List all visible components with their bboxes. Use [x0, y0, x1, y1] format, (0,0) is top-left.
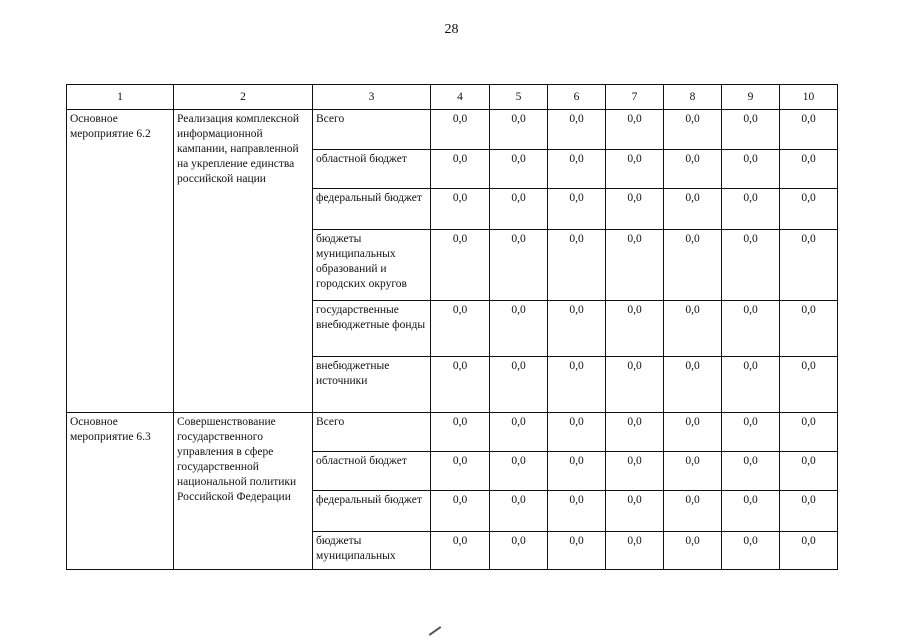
event-name-cell: Реализация комплексной информационной кампании, направленной на укрепление единства российской нации	[174, 110, 313, 413]
value-cell: 0,0	[780, 230, 838, 301]
value-cell: 0,0	[722, 189, 780, 230]
col-header-4: 4	[431, 85, 490, 110]
value-cell: 0,0	[664, 189, 722, 230]
value-cell: 0,0	[431, 452, 490, 491]
value-cell: 0,0	[780, 357, 838, 413]
col-header-10: 10	[780, 85, 838, 110]
value-cell: 0,0	[548, 413, 606, 452]
value-cell: 0,0	[606, 452, 664, 491]
budget-table	[66, 84, 897, 570]
value-cell: 0,0	[664, 150, 722, 189]
value-cell: 0,0	[664, 413, 722, 452]
value-cell: 0,0	[780, 413, 838, 452]
value-cell: 0,0	[606, 189, 664, 230]
value-cell: 0,0	[664, 301, 722, 357]
value-cell: 0,0	[490, 491, 548, 532]
value-cell: 0,0	[780, 491, 838, 532]
funding-source-cell: бюджеты муниципальных	[313, 532, 431, 570]
value-cell: 0,0	[490, 301, 548, 357]
value-cell: 0,0	[722, 491, 780, 532]
value-cell: 0,0	[490, 532, 548, 570]
value-cell: 0,0	[490, 452, 548, 491]
funding-source-cell: федеральный бюджет	[313, 491, 431, 532]
page-number: 28	[444, 22, 459, 37]
value-cell: 0,0	[664, 230, 722, 301]
value-cell: 0,0	[606, 357, 664, 413]
value-cell: 0,0	[606, 491, 664, 532]
event-cell: Основное мероприятие 6.3	[67, 413, 174, 570]
value-cell: 0,0	[548, 301, 606, 357]
value-cell: 0,0	[606, 110, 664, 150]
value-cell: 0,0	[490, 230, 548, 301]
value-cell: 0,0	[780, 452, 838, 491]
value-cell: 0,0	[780, 150, 838, 189]
value-cell: 0,0	[664, 110, 722, 150]
value-cell: 0,0	[722, 301, 780, 357]
value-cell: 0,0	[606, 150, 664, 189]
value-cell: 0,0	[722, 413, 780, 452]
col-header-2: 2	[174, 85, 313, 110]
funding-source-cell: Всего	[313, 413, 431, 452]
value-cell: 0,0	[780, 532, 838, 570]
value-cell: 0,0	[548, 357, 606, 413]
value-cell: 0,0	[431, 110, 490, 150]
value-cell: 0,0	[606, 532, 664, 570]
funding-source-cell: областной бюджет	[313, 452, 431, 491]
funding-source-cell: федеральный бюджет	[313, 189, 431, 230]
value-cell: 0,0	[431, 189, 490, 230]
value-cell: 0,0	[431, 301, 490, 357]
header-row	[67, 85, 897, 110]
funding-source-cell: Всего	[313, 110, 431, 150]
event-name-cell: Совершенствование государственного управления в сфере государственной национальной политики Российской Федерации	[174, 413, 313, 570]
value-cell: 0,0	[490, 150, 548, 189]
value-cell: 0,0	[431, 491, 490, 532]
value-cell: 0,0	[548, 452, 606, 491]
scan-mark	[429, 626, 442, 636]
table-row	[67, 413, 897, 452]
value-cell: 0,0	[664, 452, 722, 491]
col-header-7: 7	[606, 85, 664, 110]
value-cell: 0,0	[431, 150, 490, 189]
value-cell: 0,0	[664, 532, 722, 570]
value-cell: 0,0	[780, 301, 838, 357]
value-cell: 0,0	[722, 532, 780, 570]
value-cell: 0,0	[664, 357, 722, 413]
value-cell: 0,0	[431, 413, 490, 452]
value-cell: 0,0	[431, 357, 490, 413]
value-cell: 0,0	[722, 357, 780, 413]
value-cell: 0,0	[490, 357, 548, 413]
col-header-5: 5	[490, 85, 548, 110]
col-header-8: 8	[664, 85, 722, 110]
funding-source-cell: областной бюджет	[313, 150, 431, 189]
value-cell: 0,0	[548, 491, 606, 532]
event-cell: Основное мероприятие 6.2	[67, 110, 174, 413]
value-cell: 0,0	[548, 189, 606, 230]
value-cell: 0,0	[606, 230, 664, 301]
value-cell: 0,0	[548, 532, 606, 570]
funding-source-cell: внебюджетные источники	[313, 357, 431, 413]
value-cell: 0,0	[490, 413, 548, 452]
value-cell: 0,0	[431, 532, 490, 570]
value-cell: 0,0	[722, 230, 780, 301]
col-header-1: 1	[67, 85, 174, 110]
value-cell: 0,0	[722, 452, 780, 491]
funding-source-cell: бюджеты муниципальных образований и городских округов	[313, 230, 431, 301]
value-cell: 0,0	[548, 150, 606, 189]
value-cell: 0,0	[548, 110, 606, 150]
value-cell: 0,0	[606, 301, 664, 357]
value-cell: 0,0	[722, 150, 780, 189]
value-cell: 0,0	[548, 230, 606, 301]
value-cell: 0,0	[606, 413, 664, 452]
value-cell: 0,0	[780, 110, 838, 150]
value-cell: 0,0	[722, 110, 780, 150]
table-row	[67, 110, 897, 150]
col-header-6: 6	[548, 85, 606, 110]
table-body	[67, 110, 897, 570]
value-cell: 0,0	[780, 189, 838, 230]
value-cell: 0,0	[431, 230, 490, 301]
value-cell: 0,0	[490, 189, 548, 230]
col-header-9: 9	[722, 85, 780, 110]
value-cell: 0,0	[490, 110, 548, 150]
funding-source-cell: государственные внебюджетные фонды	[313, 301, 431, 357]
value-cell: 0,0	[664, 491, 722, 532]
col-header-3: 3	[313, 85, 431, 110]
